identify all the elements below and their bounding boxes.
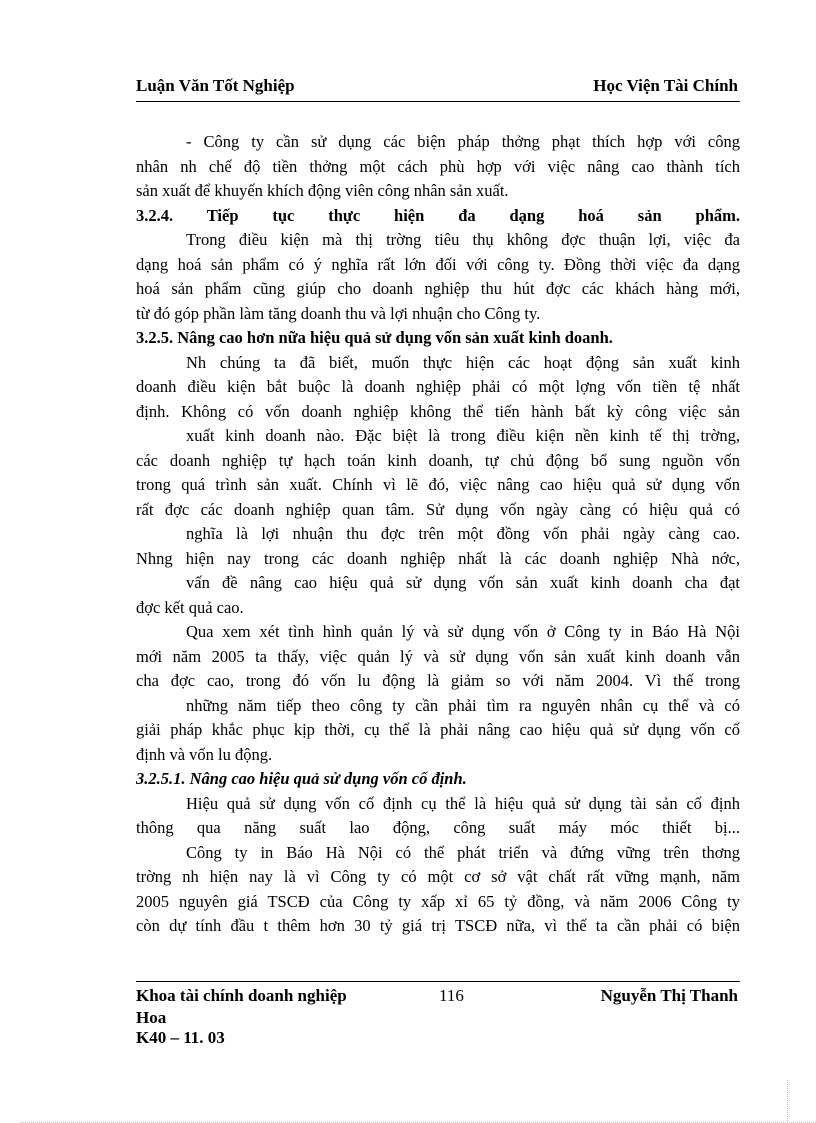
body-line: những năm tiếp theo công ty cần phải tìm ra nguyên nhân cụ thể và có (186, 695, 740, 715)
body-line: rất đợc các doanh nghiệp quan tâm. Sử dụng vốn ngày càng có hiệu quả có (136, 499, 740, 519)
body-line: nghĩa là lợi nhuận thu đợc trên một đồng vốn phải ngày càng cao. (186, 524, 740, 543)
body-line: sản xuất để khuyến khích động viên công nhân sản xuất. (136, 181, 509, 200)
body-line: mới năm 2005 ta thấy, việc quản lý và sử dụng vốn sản xuất kinh doanh vẫn (136, 646, 740, 666)
crop-mark-vertical (787, 1080, 788, 1123)
body-line: nhân nh chế độ tiền thởng một cách phù hợp với việc nâng cao thành tích (136, 156, 740, 176)
body-line: định và vốn lu động. (136, 744, 273, 764)
body-line: hoá sản phẩm cũng giúp cho doanh nghiệp thu hút đợc các khách hàng mới, (136, 279, 740, 298)
body-line: Nhng hiện nay trong các doanh nghiệp nhất là các doanh nghiệp Nhà nớc, (136, 548, 740, 568)
page-body (136, 130, 740, 939)
footer-faculty: Khoa tài chính doanh nghiệp Hoa (136, 986, 347, 1027)
page-number: 116 (439, 986, 464, 1005)
body-line: Qua xem xét tình hình quản lý và sử dụng vốn ở Công ty in Báo Hà Nội (186, 622, 740, 641)
body-line: trờng nh hiện nay là vì Công ty có một cơ sở vật chất rất vững mạnh, năm (136, 867, 740, 886)
body-line: trong quá trình sản xuất. Chính vì lẽ đó, việc nâng cao hiệu quả sử dụng vốn (136, 475, 740, 494)
section-heading: 3.2.4. Tiếp tục thực hiện đa dạng hoá sản phẩm. (136, 205, 740, 225)
header-rule (136, 101, 740, 102)
body-line: - Công ty cần sử dụng các biện pháp thởng phạt thích hợp với công (186, 132, 740, 151)
body-line: doanh điều kiện bắt buộc là doanh nghiệp phải có một lợng vốn tiền tệ nhất (136, 377, 740, 396)
body-line: còn dự tính đầu t thêm hơn 30 tỷ giá trị TSCĐ nữa, vì thế ta cần phải có biện (136, 916, 740, 935)
body-line: các doanh nghiệp tự hạch toán kinh doanh, tự chủ động bổ sung nguồn vốn (136, 450, 740, 470)
body-line: Hiệu quả sử dụng vốn cố định cụ thể là hiệu quả sử dụng tài sản cố định (186, 793, 740, 813)
footer-author-line2: Hoa (136, 1008, 167, 1027)
subsection-heading: 3.2.5.1. Nâng cao hiệu quả sử dụng vốn cố định. (136, 769, 467, 788)
body-line: Trong điều kiện mà thị trờng tiêu thụ không đợc thuận lợi, việc đa (186, 230, 740, 249)
body-line: Nh chúng ta đã biết, muốn thực hiện các hoạt động sản xuất kinh (186, 352, 740, 372)
header-thesis-title: Luận Văn Tốt Nghiệp (136, 76, 295, 95)
header-institution: Học Viện Tài Chính (593, 76, 738, 95)
body-line: đợc kết quả cao. (136, 597, 244, 617)
section-heading: 3.2.5. Nâng cao hơn nữa hiệu quả sử dụng vốn sản xuất kinh doanh. (136, 328, 613, 347)
footer-author: Nguyễn Thị Thanh (600, 986, 738, 1005)
body-line: thông qua năng suất lao động, công suất máy móc thiết bị... (136, 818, 740, 837)
body-line: giải pháp khắc phục kịp thời, cụ thể là phải nâng cao hiệu quả sử dụng vốn cố (136, 720, 740, 739)
body-line: Công ty in Báo Hà Nội có thể phát triển và đứng vững trên thơng (186, 842, 740, 862)
body-line: từ đó góp phần làm tăng doanh thu và lợi nhuận cho Công ty. (136, 303, 541, 323)
body-line: vấn đề nâng cao hiệu quả sử dụng vốn sản xuất kinh doanh cha đạt (186, 573, 740, 592)
body-line: 2005 nguyên giá TSCĐ của Công ty xấp xỉ 65 tỷ đồng, và năm 2006 Công ty (136, 891, 740, 911)
footer-rule (136, 981, 740, 982)
body-line: dạng hoá sản phẩm có ý nghĩa rất lớn đối với công ty. Đồng thời việc đa dạng (136, 254, 740, 274)
body-line: cha đợc cao, trong đó vốn lu động là giảm so với năm 2004. Vì thế trong (136, 671, 740, 690)
body-line: định. Không có vốn doanh nghiệp không thể tiến hành bất kỳ công việc sản (136, 401, 740, 421)
footer-class-code: K40 – 11. 03 (136, 1028, 225, 1047)
body-line: xuất kinh doanh nào. Đặc biệt là trong điều kiện nền kinh tế thị trờng, (186, 426, 740, 445)
